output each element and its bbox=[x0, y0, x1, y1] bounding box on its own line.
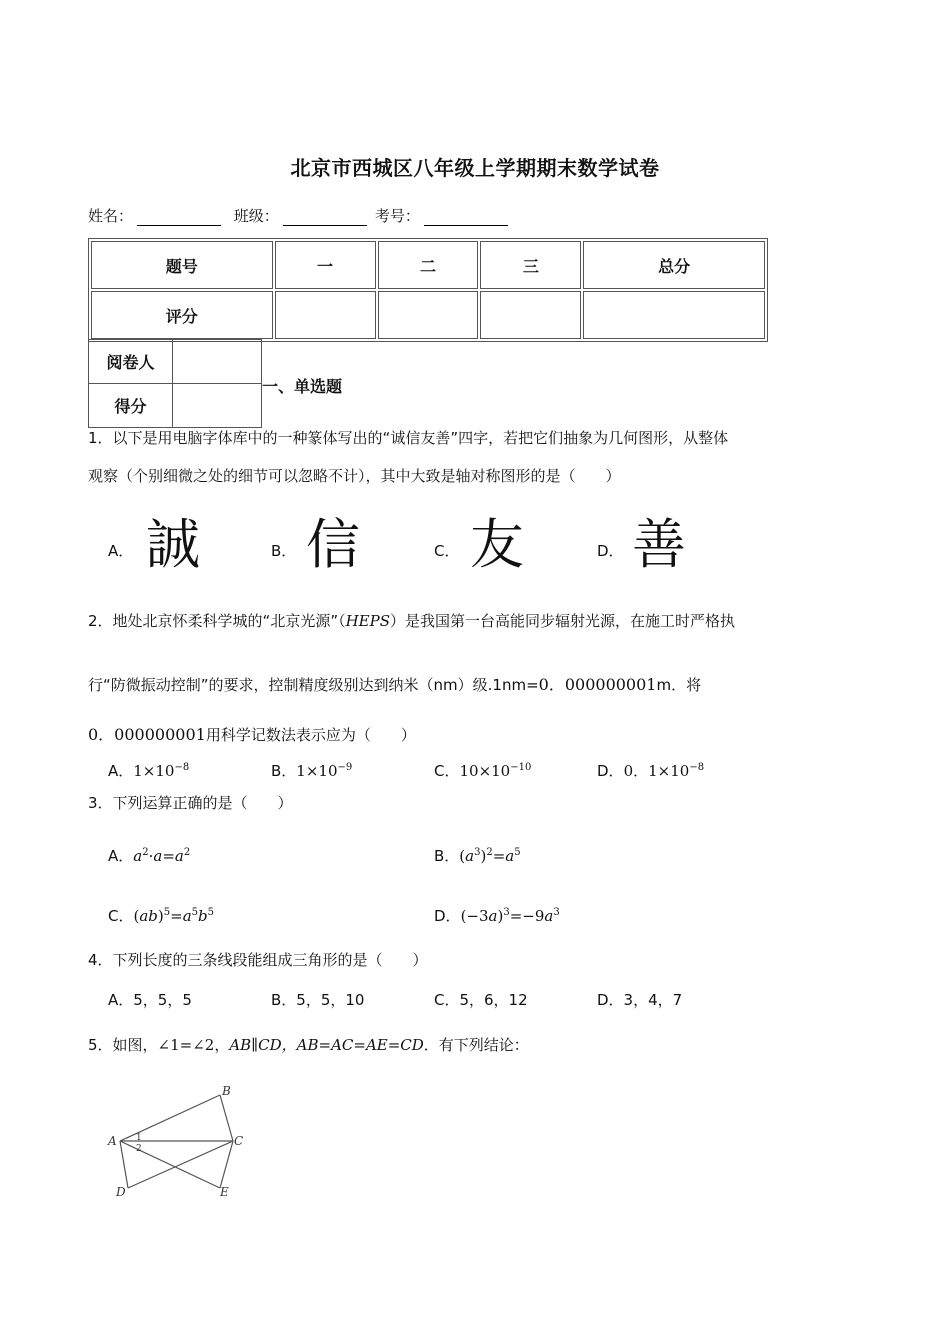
option-label: C． bbox=[434, 762, 460, 780]
q2-line3 bbox=[88, 727, 878, 743]
q2-number: 0．000000001 bbox=[88, 725, 206, 744]
q1-line1: 1．以下是用电脑字体库中的一种篆体写出的“诚信友善”四字，若把它们抽象为几何图形，从整体 bbox=[88, 429, 729, 447]
score-cell bbox=[275, 291, 376, 339]
option-label: C． bbox=[108, 907, 134, 925]
option-exponent: −9 bbox=[337, 762, 353, 773]
label-d: D bbox=[116, 1185, 126, 1199]
q5-text-b: ．有下列结论： bbox=[423, 1036, 529, 1054]
q5-parallel: AB∥CD， bbox=[229, 1036, 297, 1054]
option-label: B． bbox=[434, 847, 460, 865]
score-label: 得分 bbox=[89, 384, 173, 428]
q2-line2-text-b: m．将 bbox=[656, 676, 702, 694]
q3-option-c[interactable]: C．$(ab)^5=a^5b^5$ bbox=[108, 907, 215, 925]
q1-option-b[interactable]: B． bbox=[271, 542, 297, 560]
label-e: E bbox=[220, 1185, 229, 1199]
q4-option-a[interactable]: A．5，5，5 bbox=[108, 991, 192, 1009]
q2-option-d[interactable] bbox=[597, 760, 704, 781]
student-info-line bbox=[88, 205, 516, 226]
option-label: B． bbox=[271, 762, 297, 780]
q2-line2 bbox=[88, 677, 878, 693]
q5-text-a: 5．如图， bbox=[88, 1036, 158, 1054]
q2-line3-text: 用科学记数法表示应为（ ） bbox=[205, 726, 416, 744]
option-label: D． bbox=[434, 907, 461, 925]
reviewer-label: 阅卷人 bbox=[89, 340, 173, 384]
number-label: 考号： bbox=[374, 207, 420, 225]
label-c: C bbox=[234, 1134, 244, 1148]
segment-ae bbox=[120, 1141, 220, 1188]
score-cell bbox=[480, 291, 581, 339]
q4-stem: 4．下列长度的三条线段能组成三角形的是（ ） bbox=[88, 951, 428, 969]
q2-option-a[interactable] bbox=[108, 760, 189, 781]
option-base: 1×10 bbox=[133, 762, 175, 780]
name-blank[interactable] bbox=[137, 211, 221, 226]
header-cell: 总分 bbox=[583, 241, 765, 289]
option-exponent: −8 bbox=[689, 762, 705, 773]
reviewer-cell bbox=[173, 340, 262, 384]
class-label: 班级： bbox=[233, 207, 279, 225]
label-angle-1: 1 bbox=[136, 1133, 142, 1143]
option-label: A． bbox=[108, 847, 134, 865]
q4-option-b[interactable]: B．5，5，10 bbox=[271, 991, 365, 1009]
segment-ec bbox=[220, 1141, 233, 1188]
seal-glyph-you: 友 bbox=[470, 513, 524, 576]
q3-option-b[interactable]: B．$(a^3)^2=a^5$ bbox=[434, 847, 521, 865]
option-label: D． bbox=[597, 762, 624, 780]
class-blank[interactable] bbox=[283, 211, 367, 226]
geometry-figure bbox=[100, 1080, 260, 1205]
grader-score-cell bbox=[173, 384, 262, 428]
q3-stem: 3．下列运算正确的是（ ） bbox=[88, 794, 293, 812]
option-base: 10×10 bbox=[459, 762, 511, 780]
q5-stem bbox=[88, 1038, 878, 1053]
section-title: 一、单选题 bbox=[262, 377, 343, 396]
score-table bbox=[88, 238, 768, 342]
label-a: A bbox=[108, 1134, 117, 1148]
option-exponent: −8 bbox=[174, 762, 190, 773]
label-b: B bbox=[222, 1084, 231, 1098]
segment-bc bbox=[220, 1095, 233, 1141]
option-base: 1×10 bbox=[296, 762, 338, 780]
option-exponent: −10 bbox=[510, 762, 532, 773]
q2-line1-text-a: 2．地处北京怀柔科学城的“北京光源”（ bbox=[88, 612, 346, 630]
option-base: 0．1×10 bbox=[623, 762, 690, 780]
q1-line2: 观察（个别细微之处的细节可以忽略不计），其中大致是轴对称图形的是（ ） bbox=[88, 467, 621, 485]
name-label: 姓名： bbox=[88, 207, 134, 225]
q4-option-c[interactable]: C．5，6，12 bbox=[434, 991, 528, 1009]
number-blank[interactable] bbox=[424, 211, 508, 226]
segment-ad bbox=[120, 1141, 128, 1188]
score-cell bbox=[583, 291, 765, 339]
label-angle-2: 2 bbox=[136, 1144, 142, 1154]
header-cell: 一 bbox=[275, 241, 376, 289]
score-header-row bbox=[91, 241, 765, 289]
q2-option-c[interactable] bbox=[434, 760, 531, 781]
q3-option-a[interactable]: A．$a^2\cdot a=a^2$ bbox=[108, 847, 191, 865]
seal-glyph-shan: 善 bbox=[632, 513, 686, 576]
q2-option-b[interactable] bbox=[271, 760, 352, 781]
header-cell: 三 bbox=[480, 241, 581, 289]
page-title: 北京市西城区八年级上学期期末数学试卷 bbox=[290, 156, 660, 180]
q1-option-d[interactable]: D． bbox=[597, 542, 624, 560]
header-cell: 题号 bbox=[91, 241, 273, 289]
header-cell: 二 bbox=[378, 241, 479, 289]
q1-option-c[interactable]: C． bbox=[434, 542, 460, 560]
score-cell bbox=[378, 291, 479, 339]
heps-abbr: HEPS bbox=[345, 612, 390, 630]
q2-number: 0．000000001 bbox=[538, 675, 657, 694]
q3-option-d[interactable]: D．$(-3a)^3=-9a^3$ bbox=[434, 907, 560, 925]
segment-ab bbox=[120, 1095, 220, 1141]
option-label: A． bbox=[108, 762, 134, 780]
q2-line2-text-a: 行“防微振动控制”的要求，控制精度级别达到纳米（nm）级.1nm= bbox=[88, 676, 539, 694]
score-row-label: 评分 bbox=[91, 291, 273, 339]
q5-equal: AB=AC=AE=CD bbox=[296, 1036, 424, 1054]
grader-table bbox=[88, 339, 262, 428]
seal-glyph-cheng: 誠 bbox=[146, 513, 200, 576]
q1-option-a[interactable]: A． bbox=[108, 542, 134, 560]
segment-dc bbox=[128, 1141, 233, 1188]
seal-glyph-xin: 信 bbox=[306, 513, 360, 576]
q2-line1-text-b: ）是我国第一台高能同步辐射光源，在施工时严格执 bbox=[390, 612, 736, 630]
q4-option-d[interactable]: D．3，4，7 bbox=[597, 991, 683, 1009]
score-row bbox=[91, 291, 765, 339]
q5-angle: ∠1=∠2， bbox=[157, 1036, 230, 1054]
q2-line1 bbox=[88, 614, 878, 629]
